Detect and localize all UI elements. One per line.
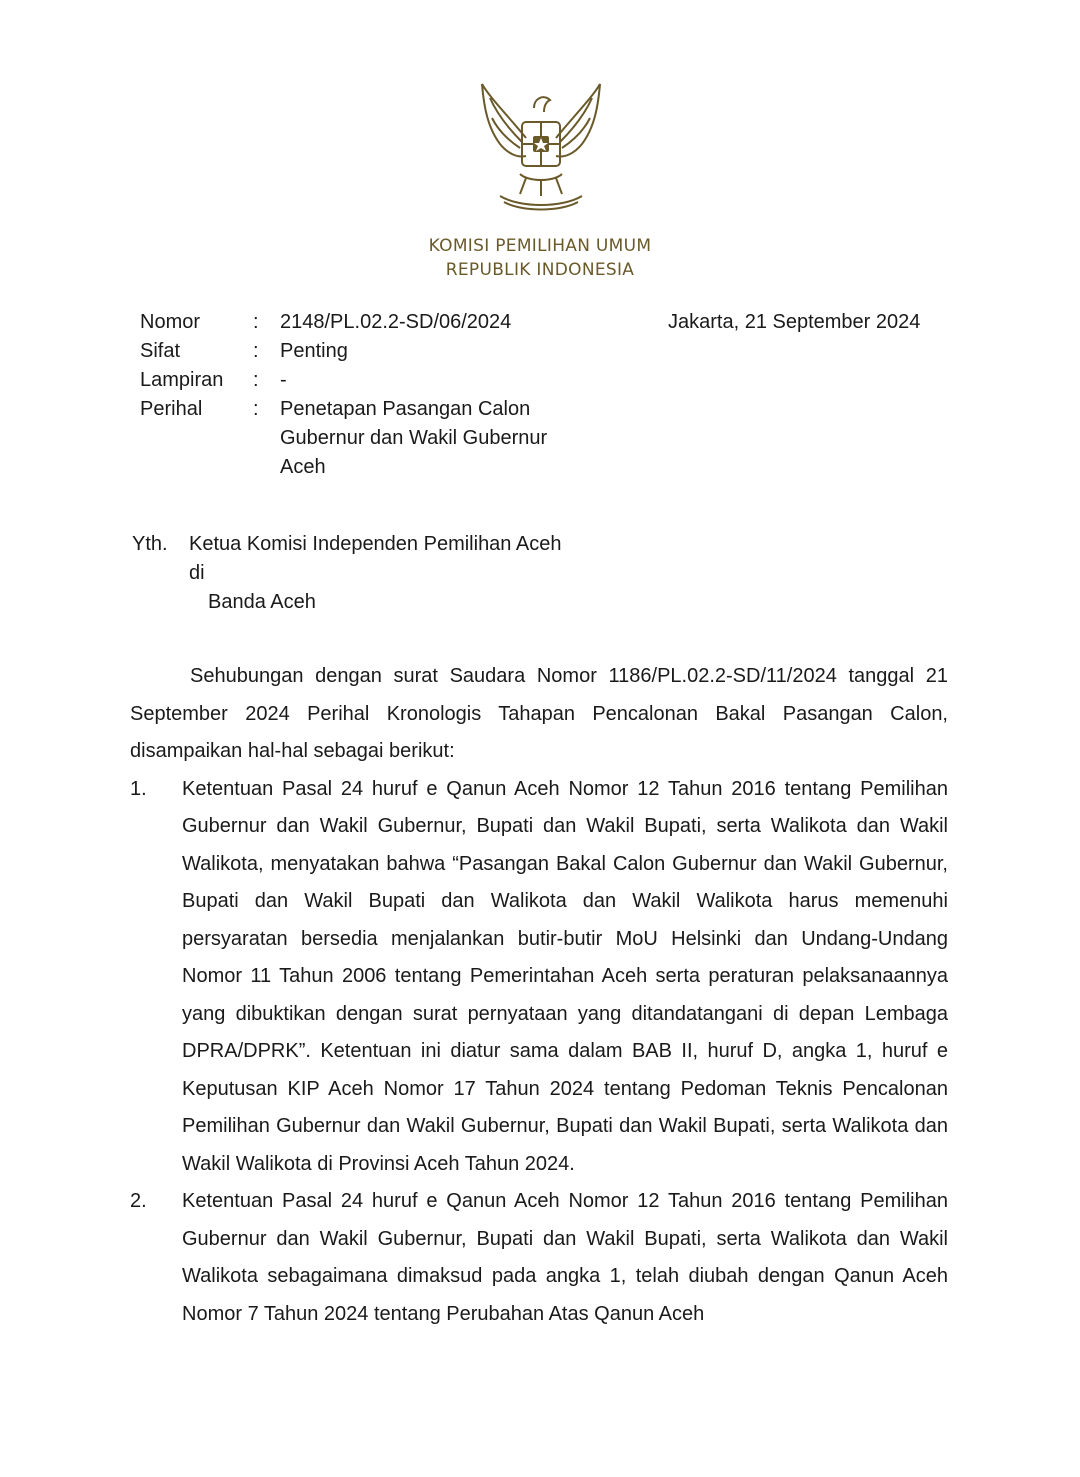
- meta-colon: :: [253, 340, 259, 362]
- meta-colon: :: [253, 369, 259, 391]
- meta-value-sifat: Penting: [280, 340, 348, 362]
- recipient-di: di: [189, 562, 205, 584]
- org-name-line1: KOMISI PEMILIHAN UMUM: [428, 236, 652, 256]
- meta-label-sifat: Sifat: [140, 340, 181, 362]
- meta-value-perihal: [280, 395, 580, 482]
- intro-paragraph: Sehubungan dengan surat Saudara Nomor 1186/PL.02.2-SD/11/2024 tanggal 21 September 2024 Perihal Kronologis Tahapan Pencalonan Bakal Pasangan Calon, disampaikan hal-hal sebagai berikut:: [130, 665, 948, 762]
- meta-value-nomor: 2148/PL.02.2-SD/06/2024: [280, 311, 512, 333]
- meta-label-lampiran: Lampiran: [140, 369, 224, 391]
- letter-body: [130, 658, 948, 1333]
- list-item: [130, 1183, 948, 1333]
- meta-colon: :: [253, 311, 259, 333]
- meta-row-sifat: [140, 337, 580, 366]
- meta-row-nomor: [140, 308, 580, 337]
- letter-date: Jakarta, 21 September 2024: [668, 311, 921, 333]
- meta-label-nomor: Nomor: [140, 311, 201, 333]
- list-item: [130, 771, 948, 1184]
- perihal-line1: Penetapan Pasangan Calon: [280, 398, 531, 420]
- meta-value-lampiran: -: [280, 369, 287, 391]
- list-item-text: Ketentuan Pasal 24 huruf e Qanun Aceh Nomor 12 Tahun 2016 tentang Pemilihan Gubernur dan Wakil Gubernur, Bupati dan Wakil Bupati, serta Walikota dan Wakil Walikota, menyatakan bahwa “Pasangan Bakal Calon Gubernur dan Wakil Gubernur, Bupati dan Wakil Bupati dan Walikota dan Wakil Walikota harus memenuhi persyaratan bersedia menjalankan butir-butir MoU Helsinki dan Undang-Undang Nomor 11 Tahun 2006 tentang Pemerintahan Aceh serta peraturan pelaksanaannya yang dibuktikan dengan surat pernyataan yang ditandatangani di depan Lembaga DPRA/DPRK”. Ketentuan ini diatur sama dalam BAB II, huruf D, angka 1, huruf e Keputusan KIP Aceh Nomor 17 Tahun 2024 tentang Pedoman Teknis Pencalonan Pemilihan Gubernur dan Wakil Gubernur, Bupati dan Wakil Bupati, serta Walikota dan Wakil Walikota di Provinsi Aceh Tahun 2024.: [182, 777, 948, 1175]
- list-item-number: 2.: [130, 1190, 147, 1212]
- meta-colon: :: [253, 398, 259, 420]
- recipient-city: Banda Aceh: [208, 591, 316, 613]
- list-item-number: 1.: [130, 777, 147, 800]
- recipient-address: [132, 530, 561, 617]
- perihal-line3: Aceh: [280, 456, 326, 478]
- recipient-row: [132, 530, 561, 559]
- meta-row-perihal: [140, 395, 580, 482]
- org-name-line2: REPUBLIK INDONESIA: [445, 260, 635, 280]
- letter-meta: [140, 308, 580, 482]
- meta-row-lampiran: [140, 366, 580, 395]
- recipient-name: Ketua Komisi Independen Pemilihan Aceh: [189, 533, 562, 555]
- perihal-line2: Gubernur dan Wakil Gubernur: [280, 427, 548, 449]
- garuda-emblem-icon: [470, 78, 612, 218]
- list-item-text: Ketentuan Pasal 24 huruf e Qanun Aceh Nomor 12 Tahun 2016 tentang Pemilihan Gubernur dan Wakil Gubernur, Bupati dan Wakil Bupati, serta Walikota dan Wakil Walikota sebagaimana dimaksud pada angka 1, telah diubah dengan Qanun Aceh Nomor 7 Tahun 2024 tentang Perubahan Atas Qanun Aceh: [182, 1190, 948, 1325]
- meta-label-perihal: Perihal: [140, 398, 203, 420]
- salutation: Yth.: [132, 533, 168, 555]
